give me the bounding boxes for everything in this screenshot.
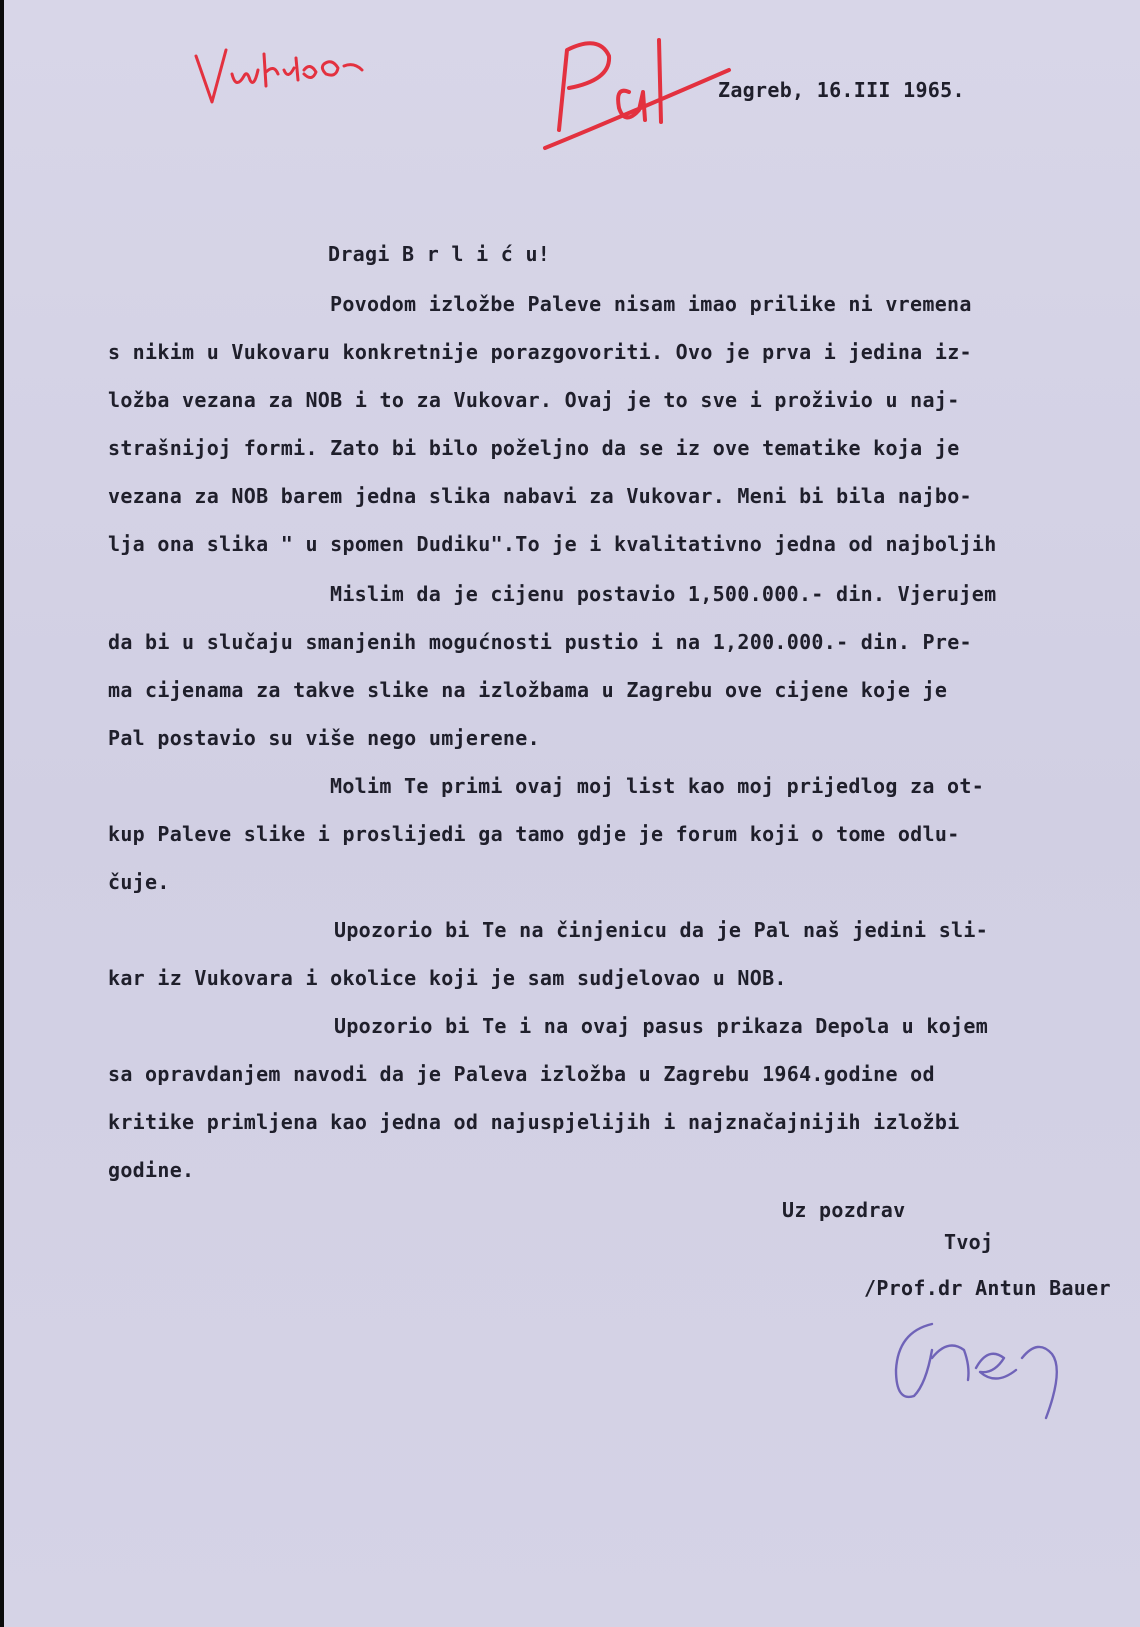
letter-line: s nikim u Vukovaru konkretnije porazgovoriti. Ovo je prva i jedina iz- xyxy=(108,340,972,364)
letter-line: kup Paleve slike i proslijedi ga tamo gdje je forum koji o tome odlu- xyxy=(108,822,960,846)
handwritten-signature xyxy=(884,1310,1084,1430)
letter-line: ložba vezana za NOB i to za Vukovar. Ovaj je to sve i proživio u naj- xyxy=(108,388,960,412)
red-handwritten-annotation xyxy=(192,40,382,110)
letter-line: lja ona slika " u spomen Dudiku".To je i kvalitativno jedna od najboljih xyxy=(108,532,997,556)
letter-line: Upozorio bi Te na činjenicu da je Pal naš jedini sli- xyxy=(334,918,989,942)
letter-line: vezana za NOB barem jedna slika nabavi za Vukovar. Meni bi bila najbo- xyxy=(108,484,972,508)
letter-line: Povodom izložbe Paleve nisam imao prilike ni vremena xyxy=(330,292,972,316)
letter-line: da bi u slučaju smanjenih mogućnosti pustio i na 1,200.000.- din. Pre- xyxy=(108,630,972,654)
letter-line: ma cijenama za takve slike na izložbama u Zagrebu ove cijene koje je xyxy=(108,678,948,702)
letter-closing-word: Tvoj xyxy=(944,1230,994,1254)
letter-line: Molim Te primi ovaj moj list kao moj prijedlog za ot- xyxy=(330,774,985,798)
letter-page xyxy=(4,0,1140,1627)
letter-line: kar iz Vukovara i okolice koji je sam sudjelovao u NOB. xyxy=(108,966,787,990)
letter-line: strašnijoj formi. Zato bi bilo poželjno da se iz ove tematike koja je xyxy=(108,436,960,460)
letter-line: kritike primljena kao jedna od najuspjelijih i najznačajnijih izložbi xyxy=(108,1110,960,1134)
letter-line: Pal postavio su više nego umjerene. xyxy=(108,726,540,750)
red-handwritten-pal xyxy=(539,30,739,160)
letter-date: Zagreb, 16.III 1965. xyxy=(718,78,965,102)
letter-line: Upozorio bi Te i na ovaj pasus prikaza Depola u kojem xyxy=(334,1014,989,1038)
letter-line: sa opravdanjem navodi da je Paleva izložba u Zagrebu 1964.godine od xyxy=(108,1062,935,1086)
letter-closing: Uz pozdrav xyxy=(782,1198,906,1222)
letter-signature-name: /Prof.dr Antun Bauer xyxy=(864,1276,1111,1300)
letter-line: čuje. xyxy=(108,870,170,894)
letter-line: Mislim da je cijenu postavio 1,500.000.- din. Vjerujem xyxy=(330,582,997,606)
letter-salutation: Dragi B r l i ć u! xyxy=(328,242,551,266)
letter-line: godine. xyxy=(108,1158,195,1182)
